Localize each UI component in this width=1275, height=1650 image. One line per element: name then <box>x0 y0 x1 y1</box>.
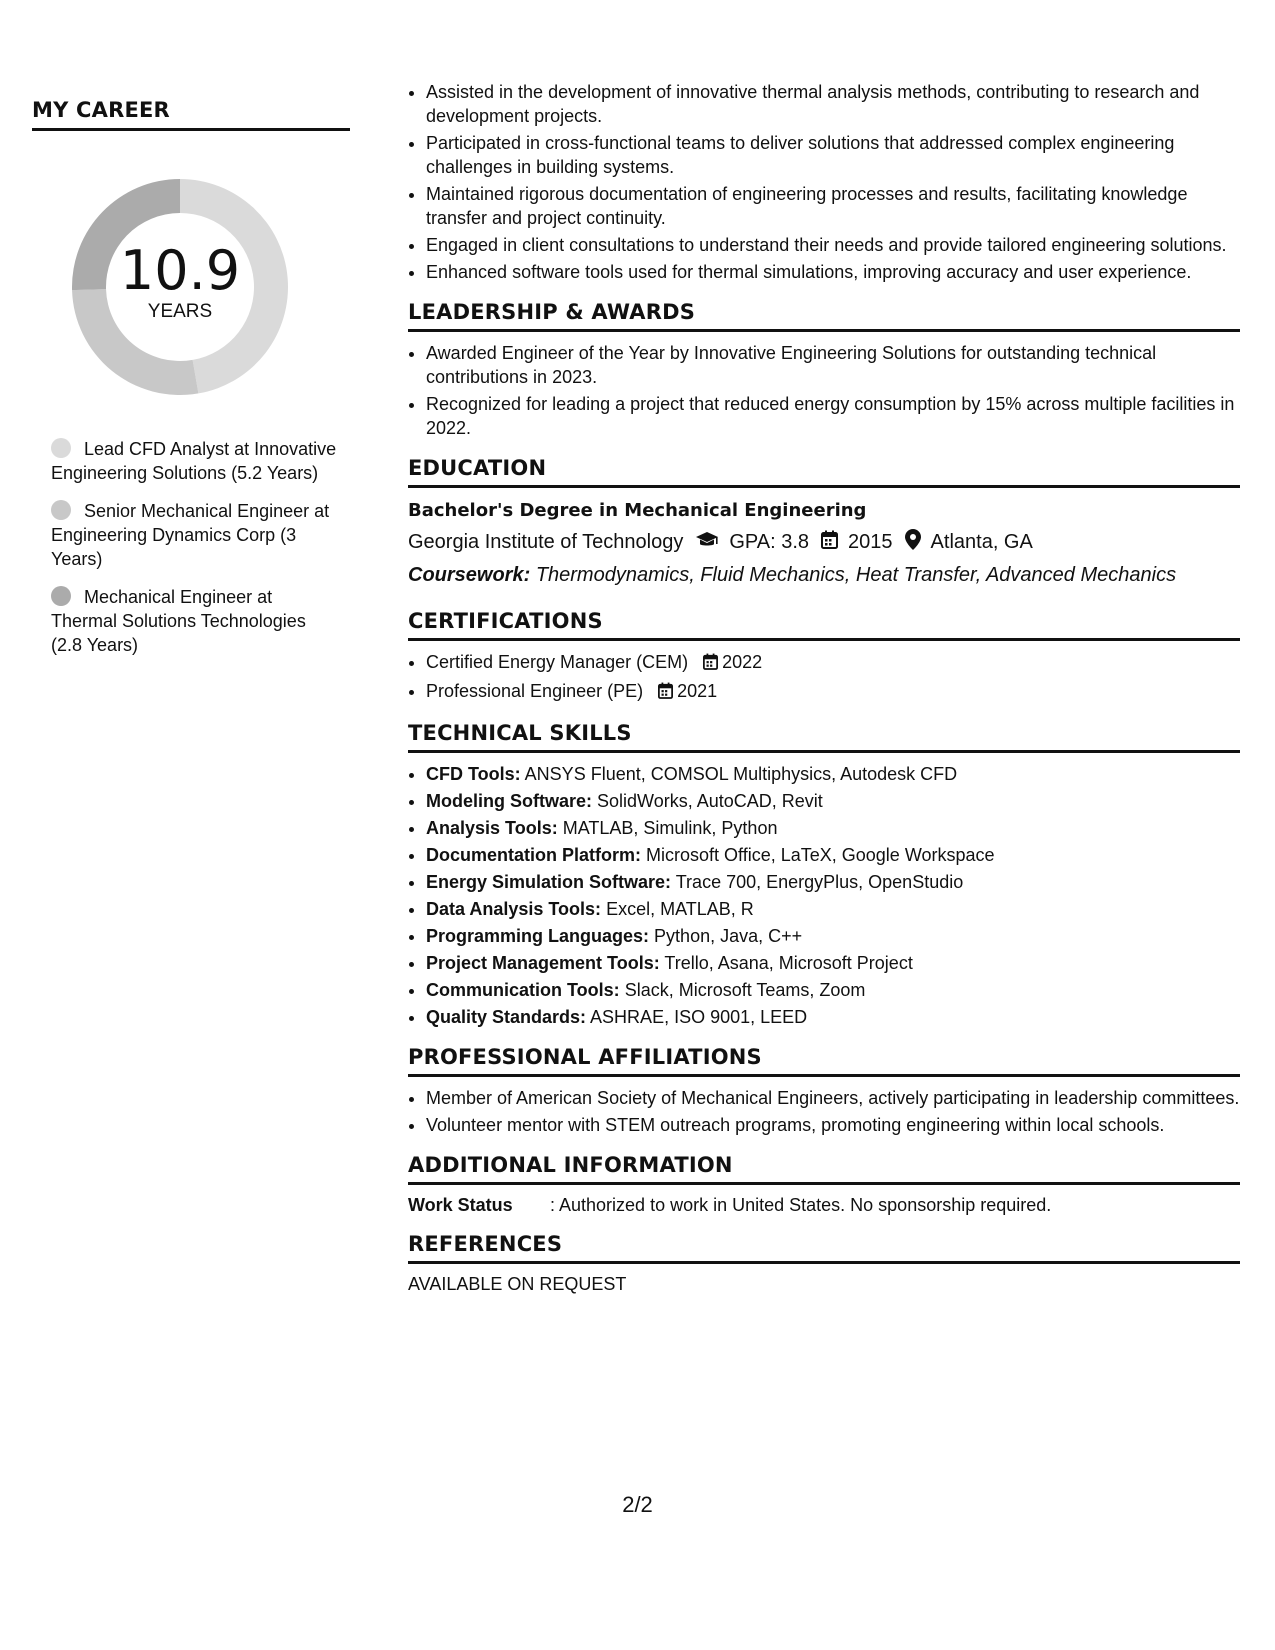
work-status-value: : Authorized to work in United States. No sponsorship required. <box>550 1195 1052 1215</box>
certification-year: 2022 <box>722 652 763 672</box>
skill-item <box>426 1005 1240 1029</box>
skill-value: Microsoft Office, LaTeX, Google Workspace <box>646 845 995 865</box>
leadership-section <box>408 300 1240 440</box>
leadership-title: LEADERSHIP & AWARDS <box>408 300 1240 332</box>
skills-list <box>408 762 1240 1029</box>
total-years-unit: YEARS <box>147 301 213 322</box>
education-title: EDUCATION <box>408 456 1240 488</box>
skill-label: Analysis Tools: <box>426 818 558 838</box>
skill-item <box>426 978 1240 1002</box>
certifications-list <box>408 650 1240 705</box>
certification-item <box>426 650 1240 676</box>
skill-label: Programming Languages: <box>426 926 650 946</box>
skill-label: Communication Tools: <box>426 980 620 1000</box>
education-section <box>408 456 1240 587</box>
skill-label: CFD Tools: <box>426 764 521 784</box>
coursework-value: Thermodynamics, Fluid Mechanics, Heat Transfer, Advanced Mechanics <box>535 564 1177 586</box>
skill-item <box>426 789 1240 813</box>
experience-bullet: • Assisted in the development of innovative thermal analysis methods, contributing to research and development projects. <box>426 80 1240 128</box>
graduation-cap-icon <box>695 531 719 555</box>
experience-bullet: • Engaged in client consultations to understand their needs and provide tailored engineering solutions. <box>426 233 1240 257</box>
skill-value: Trello, Asana, Microsoft Project <box>664 953 913 973</box>
skills-section <box>408 721 1240 1029</box>
skill-value: SolidWorks, AutoCAD, Revit <box>597 791 823 811</box>
calendar-icon <box>821 530 838 555</box>
certification-name: Professional Engineer (PE) <box>426 681 644 701</box>
calendar-icon <box>703 652 718 676</box>
additional-section <box>408 1153 1240 1216</box>
calendar-icon <box>658 681 673 705</box>
certifications-title: CERTIFICATIONS <box>408 609 1240 641</box>
experience-bullets <box>408 80 1240 284</box>
work-status-row <box>408 1195 1240 1216</box>
leadership-item: • Recognized for leading a project that reduced energy consumption by 15% across multiple facilities in 2022. <box>426 392 1240 440</box>
experience-bullet: • Enhanced software tools used for thermal simulations, improving accuracy and user experience. <box>426 260 1240 284</box>
leadership-item: • Awarded Engineer of the Year by Innovative Engineering Solutions for outstanding technical contributions in 2023. <box>426 341 1240 389</box>
legend-label: Mechanical Engineer at Thermal Solutions Technologies (2.8 Years) <box>51 587 306 655</box>
education-gpa: GPA: 3.8 <box>729 531 810 553</box>
skill-item <box>426 816 1240 840</box>
education-coursework <box>408 564 1240 587</box>
skill-item <box>426 762 1240 786</box>
education-degree: Bachelor's Degree in Mechanical Engineering <box>408 500 867 521</box>
experience-bullet: • Maintained rigorous documentation of engineering processes and results, facilitating knowledge transfer and project continuity. <box>426 182 1240 230</box>
legend-dot-icon <box>51 438 71 458</box>
affiliation-item: • Member of American Society of Mechanical Engineers, actively participating in leadership committees. <box>426 1086 1240 1110</box>
affiliations-section <box>408 1045 1240 1137</box>
references-section <box>408 1232 1240 1295</box>
references-text: AVAILABLE ON REQUEST <box>408 1274 627 1294</box>
references-title: REFERENCES <box>408 1232 1240 1264</box>
certifications-section <box>408 609 1240 705</box>
career-legend <box>32 437 341 657</box>
skill-label: Energy Simulation Software: <box>426 872 672 892</box>
leadership-list <box>408 341 1240 440</box>
certification-year: 2021 <box>677 681 718 701</box>
skill-value: Excel, MATLAB, R <box>606 899 754 919</box>
skill-value: Trace 700, EnergyPlus, OpenStudio <box>675 872 964 892</box>
career-donut-chart <box>66 173 294 401</box>
skill-label: Project Management Tools: <box>426 953 660 973</box>
additional-title: ADDITIONAL INFORMATION <box>408 1153 1240 1185</box>
work-status-label: Work Status <box>408 1195 513 1215</box>
legend-item <box>51 437 341 485</box>
legend-item <box>51 585 341 657</box>
skill-item <box>426 951 1240 975</box>
career-title: MY CAREER <box>32 98 350 131</box>
skill-label: Quality Standards: <box>426 1007 587 1027</box>
skill-label: Data Analysis Tools: <box>426 899 602 919</box>
skill-item <box>426 843 1240 867</box>
location-pin-icon <box>905 529 921 556</box>
experience-bullet: • Participated in cross-functional teams to deliver solutions that addressed complex engineering challenges in building systems. <box>426 131 1240 179</box>
education-location: Atlanta, GA <box>930 531 1033 553</box>
skill-label: Modeling Software: <box>426 791 592 811</box>
legend-dot-icon <box>51 586 71 606</box>
skill-item <box>426 924 1240 948</box>
education-school: Georgia Institute of Technology <box>408 531 684 553</box>
coursework-label: Coursework: <box>408 564 531 586</box>
skill-item <box>426 870 1240 894</box>
legend-label: Lead CFD Analyst at Innovative Engineering Solutions (5.2 Years) <box>51 439 337 483</box>
skill-value: Slack, Microsoft Teams, Zoom <box>624 980 866 1000</box>
affiliations-title: PROFESSIONAL AFFILIATIONS <box>408 1045 1240 1077</box>
skill-value: ASHRAE, ISO 9001, LEED <box>590 1007 808 1027</box>
skill-value: MATLAB, Simulink, Python <box>562 818 778 838</box>
skill-item <box>426 897 1240 921</box>
skill-label: Documentation Platform: <box>426 845 642 865</box>
career-sidebar <box>32 98 350 671</box>
certification-name: Certified Energy Manager (CEM) <box>426 652 689 672</box>
total-years: 10.9 <box>119 239 241 302</box>
affiliation-item: • Volunteer mentor with STEM outreach programs, promoting engineering within local schools. <box>426 1113 1240 1137</box>
affiliations-list <box>408 1086 1240 1137</box>
main-content <box>408 80 1240 1295</box>
donut-center <box>66 173 294 401</box>
legend-item <box>51 499 341 571</box>
certification-item <box>426 679 1240 705</box>
legend-label: Senior Mechanical Engineer at Engineering Dynamics Corp (3 Years) <box>51 501 330 569</box>
skills-title: TECHNICAL SKILLS <box>408 721 1240 753</box>
education-details <box>408 529 1240 556</box>
legend-dot-icon <box>51 500 71 520</box>
skill-value: ANSYS Fluent, COMSOL Multiphysics, Autodesk CFD <box>524 764 958 784</box>
page-number: 2/2 <box>622 1492 653 1517</box>
education-year: 2015 <box>848 531 893 553</box>
skill-value: Python, Java, C++ <box>654 926 803 946</box>
